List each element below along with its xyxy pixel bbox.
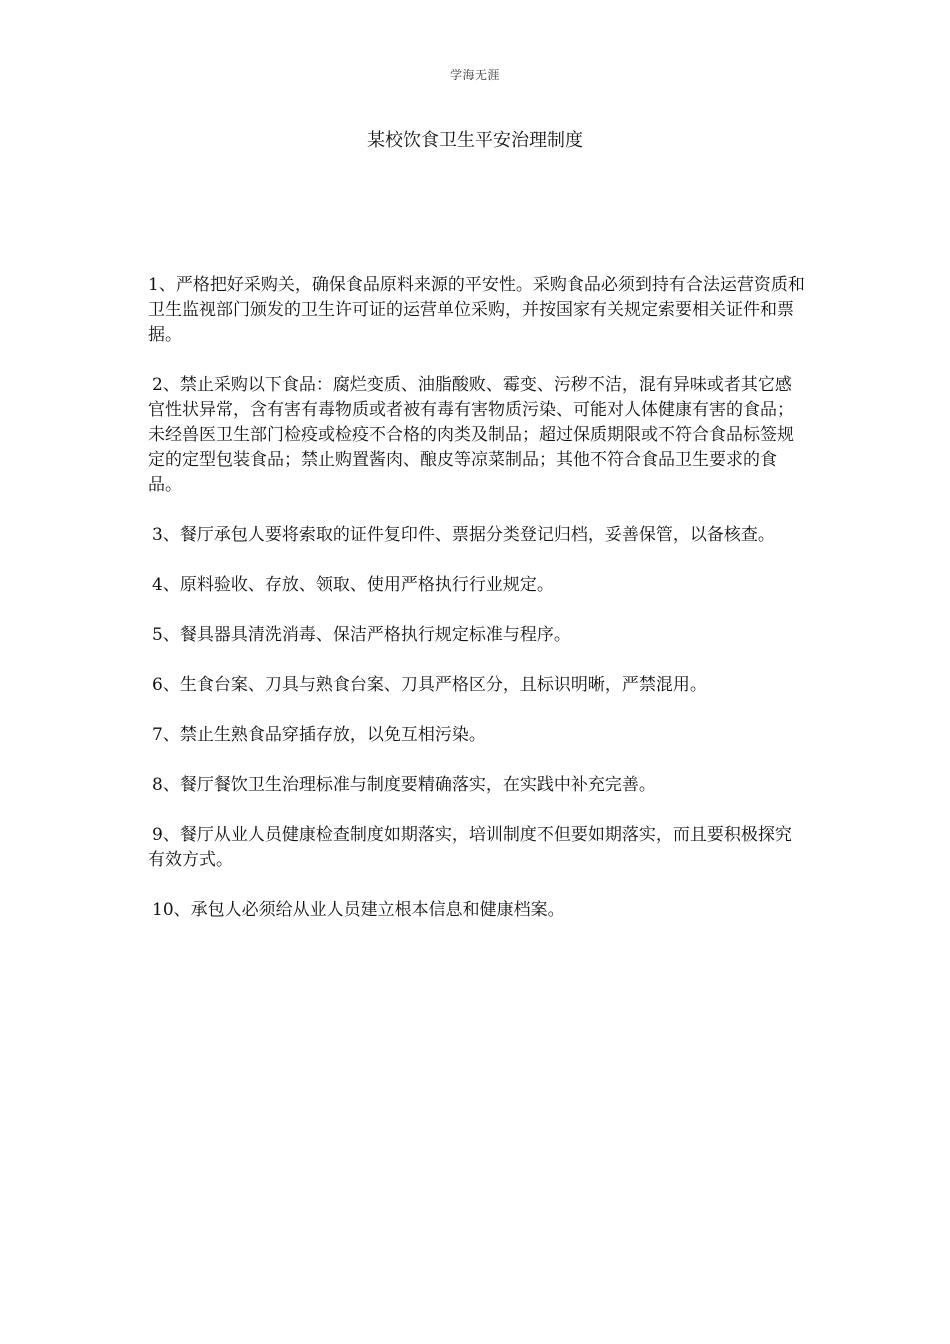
document-title: 某校饮食卫生平安治理制度 [367,130,583,151]
paragraph-4: 4、原料验收、存放、领取、使用严格执行行业规定。 [152,575,554,595]
paragraph-1: 1、严格把好采购关，确保食品原料来源的平安性。采购食品必须到持有合法运营资质和卫生监视部门颁发的卫生许可证的运营单位采购，并按国家有关规定索要相关证件和票据。 [148,275,805,345]
paragraph-7: 7、禁止生熟食品穿插存放，以免互相污染。 [152,725,486,745]
paragraph-8: 8、餐厅餐饮卫生治理标准与制度要精确落实，在实践中补充完善。 [152,775,656,795]
paragraph-2: 2、禁止采购以下食品：腐烂变质、油脂酸败、霉变、污秽不洁，混有异味或者其它感官性状异常，含有害有毒物质或者被有毒有害物质污染、可能对人体健康有害的食品；未经兽医卫生部门检疫或检疫不合格的肉类及制品；超过保质期限或不符合食品标签规定的定型包装食品；禁止购置酱肉、酿皮等凉菜制品；其他不符合食品卫生要求的食品。 [148,375,794,495]
document-body [148,273,808,948]
paragraph-10: 10、承包人必须给从业人员建立根本信息和健康档案。 [152,900,565,920]
paragraph-5: 5、餐具器具清洗消毒、保洁严格执行规定标准与程序。 [152,625,571,645]
page-header: 学海无涯 [449,68,500,82]
paragraph-9: 9、餐厅从业人员健康检查制度如期落实，培训制度不但要如期落实，而且要积极探究有效方式。 [148,825,792,870]
paragraph-6: 6、生食台案、刀具与熟食台案、刀具严格区分，且标识明晰，严禁混用。 [152,675,707,695]
paragraph-3: 3、餐厅承包人要将索取的证件复印件、票据分类登记归档，妥善保管，以备核查。 [152,525,775,545]
